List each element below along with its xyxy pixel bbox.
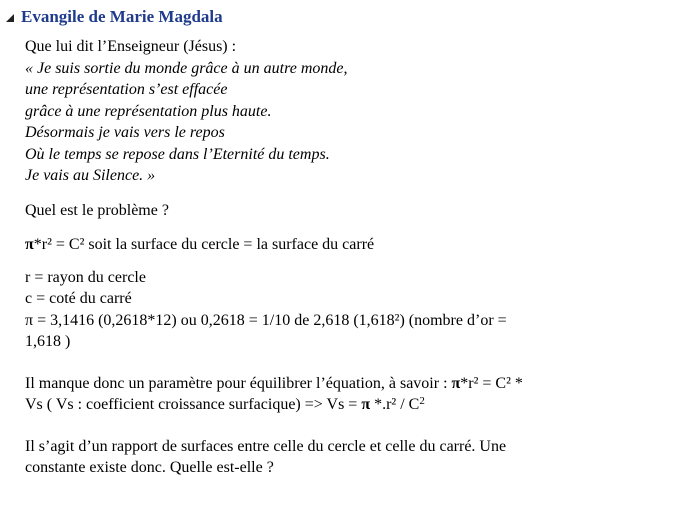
pi-symbol: π xyxy=(361,396,371,413)
section-content xyxy=(25,36,625,479)
definition-pi: π = 3,1416 (0,2618*12) ou 0,2618 = 1/10 de 2,618 (1,618²) (nombre d’or = xyxy=(25,311,507,329)
pi-symbol: π xyxy=(25,236,34,253)
definition-pi-cont: 1,618 ) xyxy=(25,333,71,350)
section-header[interactable] xyxy=(6,7,223,27)
vs-definition: Vs ( Vs : coefficient croissance surfacique) => Vs = xyxy=(25,396,362,413)
section-title: Evangile de Marie Magdala xyxy=(21,7,223,26)
missing-parameter-line1 xyxy=(25,373,625,395)
intro-line: Que lui dit l’Enseigneur (Jésus) : xyxy=(25,38,237,55)
question-line: Quel est le problème ? xyxy=(25,201,169,219)
missing-formula: *r² = C² * xyxy=(460,374,523,392)
vs-formula: *.r² / C xyxy=(370,396,420,413)
formula-line xyxy=(25,234,625,256)
quote-line: Où le temps se repose dans l’Eternité du temps. xyxy=(25,145,330,163)
pi-symbol: π xyxy=(451,374,461,392)
collapse-triangle-icon[interactable] xyxy=(6,14,14,22)
missing-parameter-line2 xyxy=(25,394,625,416)
quote-line: grâce à une représentation plus haute. xyxy=(25,102,272,120)
quote-line: « Je suis sortie du monde grâce à un autre monde, xyxy=(25,59,348,77)
quote-line: Je vais au Silence. » xyxy=(25,167,156,184)
quote-line: Désormais je vais vers le repos xyxy=(25,124,225,141)
conclusion-line: Il s’agit d’un rapport de surfaces entre celle du cercle et celle du carré. Une xyxy=(25,437,507,455)
quote-line: une représentation s’est effacée xyxy=(25,81,228,98)
conclusion-line: constante existe donc. Quelle est-elle ? xyxy=(25,459,274,476)
quote-block xyxy=(25,58,625,187)
formula-text: *r² = C² soit la surface du cercle = la surface du carré xyxy=(33,236,375,253)
exponent: 2 xyxy=(419,395,425,407)
definition-r: r = rayon du cercle xyxy=(25,268,146,286)
missing-text: Il manque donc un paramètre pour équilibrer l’équation, à savoir : xyxy=(25,374,452,392)
definition-c: c = coté du carré xyxy=(25,290,132,307)
